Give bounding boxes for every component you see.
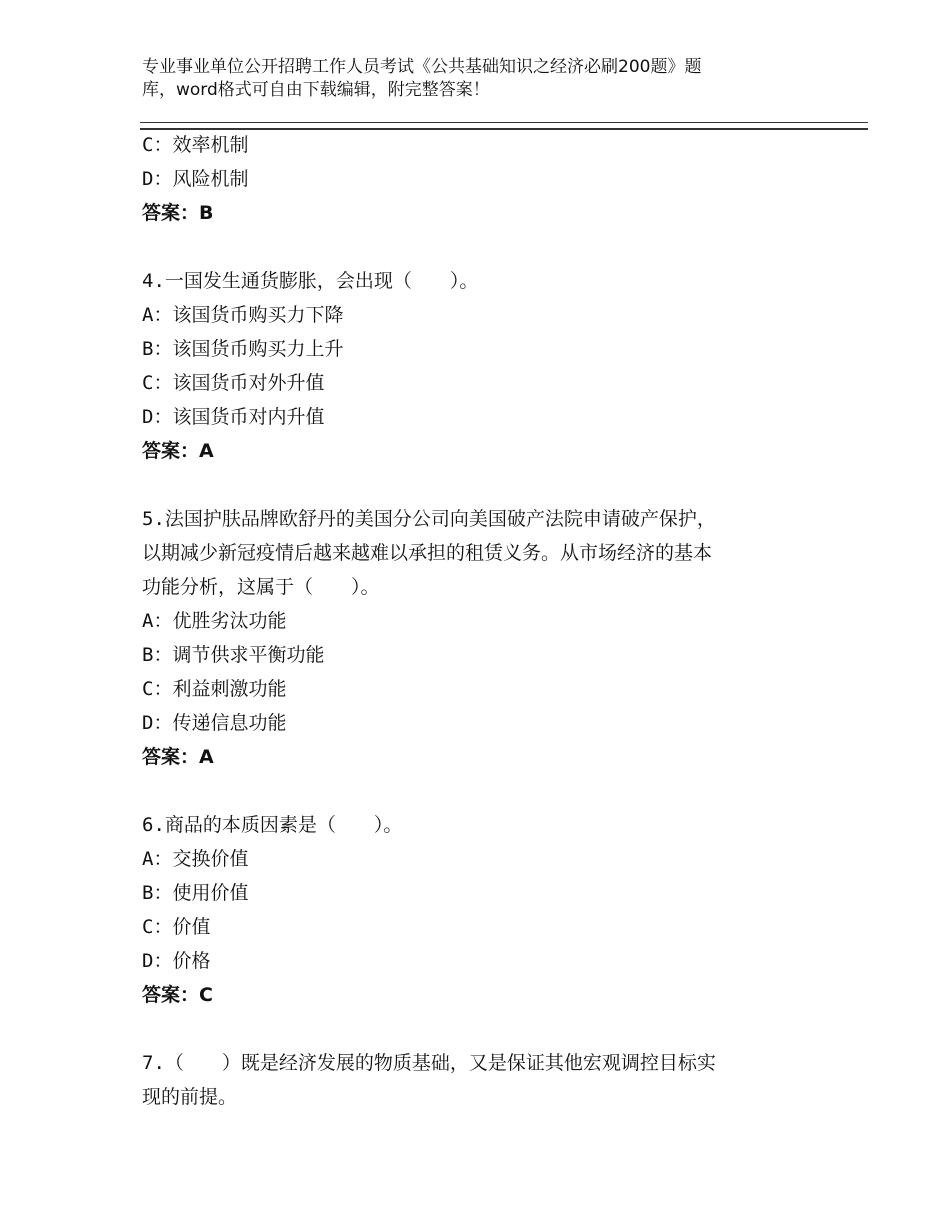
document-header bbox=[142, 56, 782, 102]
spacer bbox=[142, 230, 842, 264]
q5-option-c: C：利益刺激功能 bbox=[142, 678, 287, 700]
q6-option-d: D：价格 bbox=[142, 950, 211, 972]
q5-stem-line-3: 功能分析，这属于（ ）。 bbox=[142, 576, 380, 598]
q6-answer: 答案：C bbox=[142, 984, 213, 1006]
q3-option-c: C：效率机制 bbox=[142, 134, 249, 156]
q4-stem: 4.一国发生通货膨胀，会出现（ ）。 bbox=[142, 270, 479, 292]
question-3 bbox=[142, 128, 842, 230]
q6-option-b: B：使用价值 bbox=[142, 882, 249, 904]
q3-option-d: D：风险机制 bbox=[142, 168, 249, 190]
q5-option-b: B：调节供求平衡功能 bbox=[142, 644, 325, 666]
q5-option-a: A：优胜劣汰功能 bbox=[142, 610, 287, 632]
question-6 bbox=[142, 808, 842, 1012]
question-7 bbox=[142, 1046, 842, 1114]
spacer bbox=[142, 1012, 842, 1046]
question-5 bbox=[142, 502, 842, 774]
q5-answer: 答案：A bbox=[142, 746, 214, 768]
q4-option-d: D：该国货币对内升值 bbox=[142, 406, 325, 428]
header-line-2: 库，word格式可自由下载编辑，附完整答案！ bbox=[142, 80, 490, 100]
question-list bbox=[142, 128, 842, 1114]
q4-option-a: A：该国货币购买力下降 bbox=[142, 304, 344, 326]
header-line-1: 专业事业单位公开招聘工作人员考试《公共基础知识之经济必刷200题》题 bbox=[142, 57, 702, 77]
q4-option-b: B：该国货币购买力上升 bbox=[142, 338, 344, 360]
q7-stem-line-2: 现的前提。 bbox=[142, 1086, 238, 1108]
q7-stem-line-1: 7.（ ）既是经济发展的物质基础，又是保证其他宏观调控目标实 bbox=[142, 1052, 716, 1074]
q6-option-a: A：交换价值 bbox=[142, 848, 249, 870]
q4-answer: 答案：A bbox=[142, 440, 214, 462]
q5-stem-line-1: 5.法国护肤品牌欧舒丹的美国分公司向美国破产法院申请破产保护， bbox=[142, 508, 716, 530]
spacer bbox=[142, 774, 842, 808]
question-4 bbox=[142, 264, 842, 468]
q6-option-c: C：价值 bbox=[142, 916, 211, 938]
q6-stem: 6.商品的本质因素是（ ）。 bbox=[142, 814, 403, 836]
q4-option-c: C：该国货币对外升值 bbox=[142, 372, 325, 394]
q3-answer: 答案：B bbox=[142, 202, 214, 224]
q5-option-d: D：传递信息功能 bbox=[142, 712, 287, 734]
q5-stem-line-2: 以期减少新冠疫情后越来越难以承担的租赁义务。从市场经济的基本 bbox=[142, 542, 713, 564]
spacer bbox=[142, 468, 842, 502]
